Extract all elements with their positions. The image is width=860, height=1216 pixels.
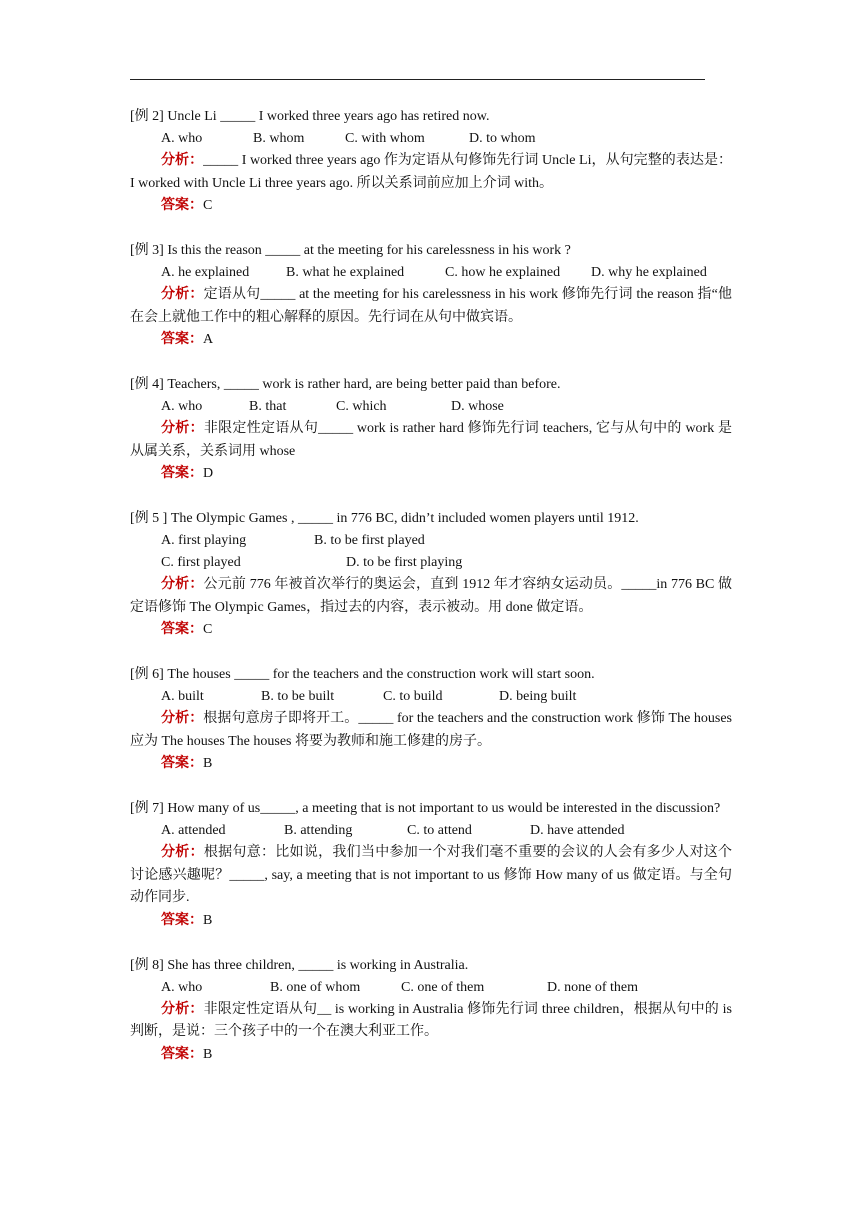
option-text: D. have attended — [530, 823, 625, 838]
example-block — [130, 374, 732, 485]
option-text: C. to build — [383, 689, 443, 704]
example-block — [130, 240, 732, 351]
options-row — [130, 977, 732, 999]
question-text: [例 4] Teachers, _____ work is rather hard, are being better paid than before. — [130, 377, 561, 392]
question-text: [例 7] How many of us_____, a meeting that is not important to us would be interested in the discussion? — [130, 801, 721, 816]
question-text: [例 2] Uncle Li _____ I worked three years ago has retired now. — [130, 109, 490, 124]
options-row — [130, 552, 732, 574]
answer-value: B — [203, 912, 213, 928]
analysis-label: 分析： — [161, 577, 204, 592]
analysis-paragraph — [130, 574, 732, 619]
analysis-text: 根据句意：比如说，我们当中参加一个对我们毫不重要的会议的人会有多少人对这个讨论感兴趣呢？_____, say, a meeting that is not important to us 修饰 How many of us 做定语。与全句动作同步. — [130, 845, 733, 905]
example-block — [130, 955, 732, 1066]
answer-label: 答案： — [161, 198, 203, 213]
option-text: A. attended — [161, 823, 226, 838]
answer-value: B — [203, 1046, 213, 1062]
option-text: B. one of whom — [270, 979, 361, 995]
analysis-label: 分析： — [161, 1001, 204, 1017]
option-text: C. with whom — [345, 131, 425, 146]
answer-value: B — [203, 756, 213, 771]
option-text: B. to be built — [261, 689, 335, 704]
answer-value: C — [203, 622, 213, 637]
option-text: C. first played — [161, 555, 241, 570]
answer-line — [130, 619, 732, 641]
answer-value: D — [203, 466, 214, 481]
options-row — [130, 262, 732, 284]
examples-list — [130, 106, 732, 1089]
answer-label: 答案： — [161, 622, 203, 637]
answer-line — [130, 910, 732, 932]
analysis-label: 分析： — [161, 711, 204, 726]
analysis-paragraph — [130, 708, 732, 753]
example-block — [130, 664, 732, 775]
header-rule — [130, 79, 705, 80]
answer-label: 答案： — [161, 1046, 203, 1062]
answer-value: C — [203, 198, 213, 213]
option-text: D. being built — [499, 689, 577, 704]
option-text: A. who — [161, 399, 203, 414]
option-text: D. to whom — [469, 131, 536, 146]
analysis-paragraph — [130, 842, 732, 910]
analysis-paragraph — [130, 999, 732, 1044]
question-text: [例 6] The houses _____ for the teachers and the construction work will start soon. — [130, 667, 595, 682]
option-text: D. none of them — [547, 979, 638, 995]
analysis-text: 非限定性定语从句_____ work is rather hard 修饰先行词 teachers, 它与从句中的 work 是从属关系，关系词用 whose — [130, 421, 733, 459]
analysis-text: 公元前 776 年被首次举行的奥运会，直到 1912 年才容纳女运动员。_____in 776 BC 做定语修饰 The Olympic Games，指过去的内容，表示被动。用 done 做定语。 — [130, 577, 732, 615]
analysis-text: 定语从句_____ at the meeting for his carelessness in his work 修饰先行词 the reason 指“他在会上就他工作中的粗心解释的原因。先行词在从句中做宾语。 — [130, 287, 732, 325]
question-text: [例 8] She has three children, _____ is working in Australia. — [130, 957, 469, 973]
options-row — [130, 530, 732, 552]
example-block — [130, 508, 732, 641]
analysis-paragraph — [130, 150, 732, 195]
analysis-label: 分析： — [161, 287, 204, 302]
option-text: A. built — [161, 689, 204, 704]
option-text: B. attending — [284, 823, 353, 838]
option-text: A. he explained — [161, 265, 250, 280]
analysis-label: 分析： — [161, 421, 204, 436]
analysis-paragraph — [130, 418, 732, 463]
analysis-paragraph — [130, 284, 732, 329]
analysis-text: 非限定性定语从句__ is working in Australia 修饰先行词 three children，根据从句中的 is 判断，是说：三个孩子中的一个在澳大利亚工作。 — [130, 1001, 733, 1039]
option-text: D. to be first playing — [346, 555, 463, 570]
answer-line — [130, 329, 732, 351]
options-row — [130, 128, 732, 150]
answer-label: 答案： — [161, 466, 203, 481]
example-block — [130, 798, 732, 932]
option-text: B. what he explained — [286, 265, 405, 280]
option-text: A. first playing — [161, 533, 247, 548]
option-text: C. to attend — [407, 823, 472, 838]
option-text: B. to be first played — [314, 533, 425, 548]
answer-label: 答案： — [161, 756, 203, 771]
answer-line — [130, 195, 732, 217]
question-text: [例 3] Is this the reason _____ at the meeting for his carelessness in his work ? — [130, 243, 571, 258]
answer-label: 答案： — [161, 332, 203, 347]
option-text: D. why he explained — [591, 265, 707, 280]
option-text: C. one of them — [401, 979, 485, 995]
options-row — [130, 396, 732, 418]
options-row — [130, 686, 732, 708]
answer-line — [130, 753, 732, 775]
answer-value: A — [203, 332, 214, 347]
option-text: A. who — [161, 979, 203, 995]
option-text: B. that — [249, 399, 287, 414]
analysis-label: 分析： — [161, 845, 204, 860]
analysis-text: 根据句意房子即将开工。_____ for the teachers and the construction work 修饰 The houses 应为 The houses The houses 将要为教师和施工修建的房子。 — [130, 711, 732, 749]
example-block — [130, 106, 732, 217]
option-text: C. how he explained — [445, 265, 561, 280]
option-text: D. whose — [451, 399, 504, 414]
analysis-label: 分析： — [161, 153, 204, 168]
option-text: B. whom — [253, 131, 305, 146]
option-text: C. which — [336, 399, 387, 414]
answer-label: 答案： — [161, 912, 203, 928]
analysis-text: _____ I worked three years ago 作为定语从句修饰先行词 Uncle Li，从句完整的表达是：I worked with Uncle Li three years ago. 所以关系词前应加上介词 with。 — [130, 153, 733, 191]
option-text: A. who — [161, 131, 203, 146]
answer-line — [130, 1044, 732, 1066]
question-text: [例 5 ] The Olympic Games , _____ in 776 BC, didn’t included women players until 1912. — [130, 511, 639, 526]
answer-line — [130, 463, 732, 485]
options-row — [130, 820, 732, 842]
